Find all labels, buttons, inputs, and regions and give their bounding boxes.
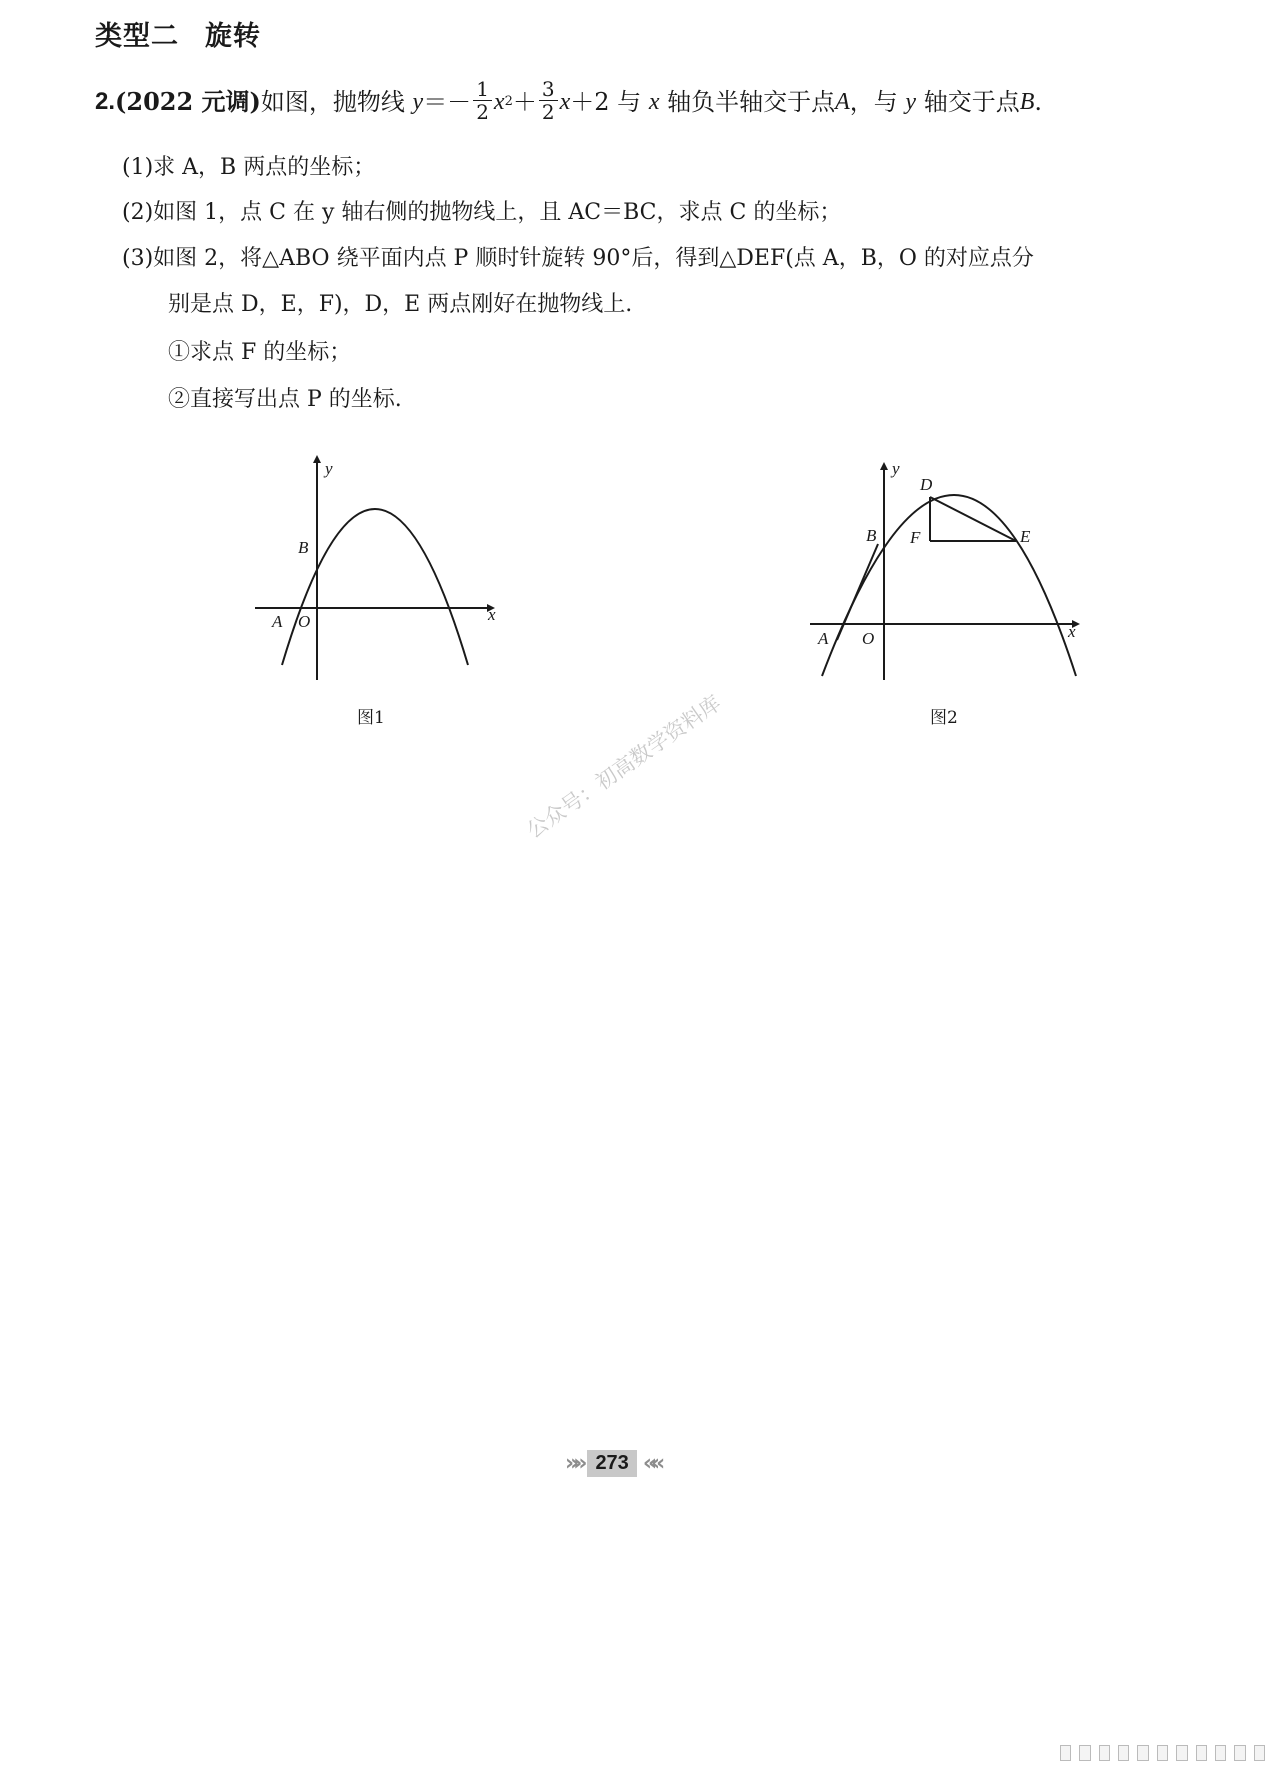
part-3-line-2: 别是点 D，E，F)，D，E 两点刚好在抛物线上.: [168, 292, 633, 317]
part-1: (1)求 A，B 两点的坐标；: [122, 155, 376, 180]
part-3-line-1: (3)如图 2，将△ABO 绕平面内点 P 顺时针旋转 90°后，得到△DEF(点 A，B，O 的对应点分: [122, 246, 1034, 271]
fig2-label-d: D: [920, 475, 933, 494]
fig1-caption: 图1: [357, 708, 385, 728]
fig1-label-o: O: [298, 612, 311, 631]
fig2-label-x: x: [1068, 622, 1076, 641]
point-b: B: [1019, 89, 1035, 115]
text-with: 与: [617, 88, 642, 116]
fig2-caption: 图2: [930, 708, 958, 728]
eq-x-squared: x: [493, 89, 505, 115]
fig2-label-b: B: [866, 526, 877, 545]
part-3-sub-2: ②直接写出点 P 的坐标.: [168, 387, 402, 412]
text-end: .: [1034, 88, 1043, 116]
fig1-label-y: y: [325, 459, 333, 478]
text-mid-1: 轴负半轴交于点: [667, 88, 836, 116]
fraction-1-den: 2: [476, 99, 489, 124]
part-2: (2)如图 1，点 C 在 y 轴右侧的抛物线上，且 AC＝BC，求点 C 的坐标；: [122, 200, 842, 225]
page-number-footer: [565, 1450, 659, 1477]
fig2-label-a: A: [818, 629, 829, 648]
point-a: A: [835, 89, 850, 115]
text-mid-3: 轴交于点: [923, 88, 1020, 116]
eq-equals: ＝－: [423, 88, 472, 116]
problem-source: (2022 元调): [115, 87, 261, 116]
text-mid-2: ，与: [849, 88, 898, 116]
fig1-label-b: B: [298, 538, 309, 557]
fig1-label-a: A: [272, 612, 283, 631]
page-edge-strip-icon: [1060, 1745, 1265, 1759]
fig2-y-arrow: [880, 462, 888, 470]
y-variable: y: [905, 89, 917, 115]
fig2-label-f: F: [910, 528, 921, 547]
problem-number: 2.: [95, 88, 116, 115]
section-label: 类型二: [95, 21, 179, 52]
fig1-parabola: [282, 509, 468, 665]
arrows-right-icon: ««: [642, 1451, 660, 1476]
fig2-label-o: O: [862, 629, 875, 648]
fig1-label-x: x: [488, 605, 496, 624]
watermark: 公众号：初高数学资料库: [522, 690, 726, 843]
section-title: 旋转: [205, 21, 261, 52]
figure-1-diagram: [0, 0, 1280, 780]
x-variable: x: [648, 89, 660, 115]
eq-tail: ＋2: [570, 88, 610, 116]
fig2-segment-de: [930, 497, 1016, 541]
fig2-label-y: y: [892, 459, 900, 478]
fraction-2-den: 2: [541, 99, 555, 124]
part-3-sub-1: ①求点 F 的坐标；: [168, 340, 352, 365]
arrows-left-icon: »»: [565, 1451, 582, 1476]
fig2-segment-ab: [837, 544, 878, 640]
fig1-y-arrow: [313, 455, 321, 463]
eq-plus: ＋: [512, 88, 537, 116]
fig2-label-e: E: [1020, 527, 1031, 546]
eq-y: y: [412, 89, 424, 115]
page-number: 273: [587, 1450, 636, 1477]
eq-exponent: 2: [504, 94, 513, 109]
fraction-2-num: 3: [539, 78, 558, 101]
fraction-1-num: 1: [473, 78, 492, 101]
eq-x: x: [559, 89, 571, 115]
problem-intro: 如图，抛物线: [260, 88, 405, 116]
